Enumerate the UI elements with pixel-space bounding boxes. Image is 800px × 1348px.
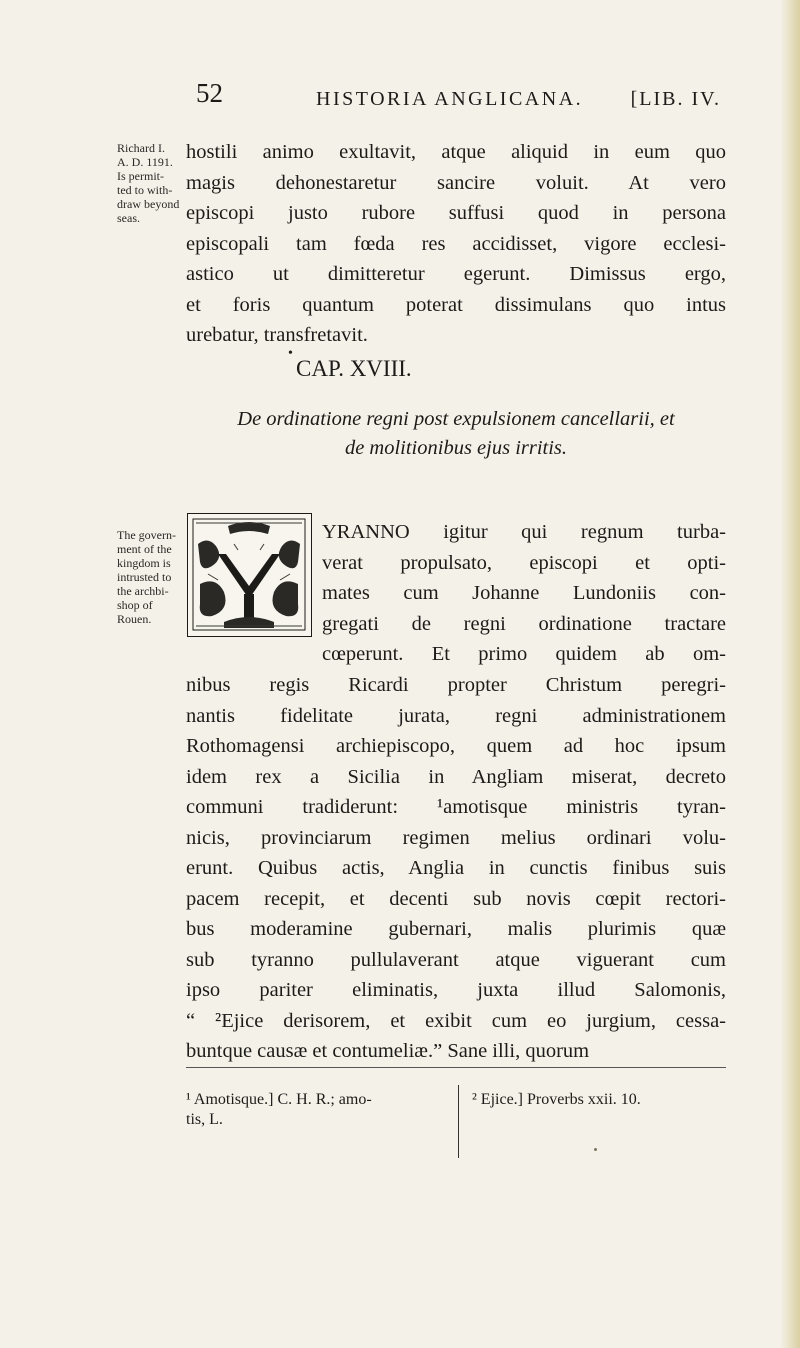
footnote-line: ¹ Amotisque.] C. H. R.; amo- <box>186 1091 372 1108</box>
margin-line: ment of the <box>117 542 172 556</box>
dropcap-paragraph <box>322 517 726 670</box>
margin-line: draw beyond <box>117 197 180 211</box>
text-line: et foris quantum poterat dissimulans quo intus <box>186 293 726 316</box>
ink-mark-icon: • <box>288 346 293 361</box>
text-line: pacem recepit, et decenti sub novis cœpit rectori- <box>186 887 726 910</box>
text-line: ipso pariter eliminatis, juxta illud Salomonis, <box>186 979 726 1001</box>
footnote-line: ² Ejice.] Proverbs xxii. 10. <box>472 1091 641 1108</box>
text-line: magis dehonestaretur sancire voluit. At vero <box>186 171 726 194</box>
text-line: urebatur, transfretavit. <box>186 324 368 346</box>
text-line: Rothomagensi archiepiscopo, quem ad hoc ipsum <box>186 735 726 757</box>
margin-line: ted to with- <box>117 183 173 197</box>
decorative-initial-icon <box>187 513 312 637</box>
chapter-number <box>288 346 556 382</box>
margin-line: intrusted to <box>117 570 172 584</box>
running-title: HISTORIA ANGLICANA. <box>316 88 584 110</box>
margin-line: Richard I. <box>117 141 165 155</box>
book-label: [LIB. IV. <box>630 88 721 110</box>
text-line: nicis, provinciarum regimen melius ordinari volu- <box>186 826 726 849</box>
text-line: “ ²Ejice derisorem, et exibit cum eo jurgium, cessa- <box>186 1009 726 1032</box>
margin-line: Is permit- <box>117 169 164 183</box>
margin-line: shop of <box>117 598 153 612</box>
text-line: nibus regis Ricardi propter Christum peregri- <box>186 674 726 696</box>
footnote-line: tis, L. <box>186 1111 223 1128</box>
margin-line: seas. <box>117 211 140 225</box>
text-line: YRANNO igitur qui regnum turba- <box>322 521 726 543</box>
chapter-title-line: De ordinatione regni post expulsionem cancellarii, et <box>237 408 675 430</box>
running-head <box>196 80 721 114</box>
text-line: erunt. Quibus actis, Anglia in cunctis finibus suis <box>186 857 726 879</box>
paragraph-2 <box>186 670 726 1067</box>
text-line: bus moderamine gubernari, malis plurimis quæ <box>186 918 726 940</box>
page-number: 52 <box>196 78 223 108</box>
text-line: sub tyranno pullulaverant atque viguerant cum <box>186 948 726 971</box>
text-line: verat propulsato, episcopi et opti- <box>322 551 726 574</box>
text-line: mates cum Johanne Lundoniis con- <box>322 582 726 604</box>
text-line: gregati de regni ordinatione tractare <box>322 612 726 635</box>
footnote-rule <box>186 1067 726 1068</box>
chapter-title <box>186 405 726 463</box>
page-edge <box>780 0 800 1348</box>
margin-line: the archbi- <box>117 584 169 598</box>
paper-speck <box>594 1148 597 1151</box>
text-line: cœperunt. Et primo quidem ab om- <box>322 643 726 665</box>
margin-line: Rouen. <box>117 612 152 626</box>
text-line: episcopali tam fœda res accidisset, vigore ecclesi- <box>186 232 726 255</box>
text-line: idem rex a Sicilia in Angliam miserat, decreto <box>186 765 726 788</box>
chapter-number-text: CAP. XVIII. <box>296 356 412 381</box>
paragraph-1 <box>186 137 726 351</box>
footnote-1 <box>186 1090 448 1130</box>
text-line: communi tradiderunt: ¹amotisque ministris tyran- <box>186 796 726 818</box>
text-line: nantis fidelitate jurata, regni administrationem <box>186 704 726 727</box>
chapter-title-line: de molitionibus ejus irritis. <box>344 437 568 459</box>
text-line: buntque causæ et contumeliæ.” Sane illi, quorum <box>186 1040 590 1062</box>
text-line: episcopi justo rubore suffusi quod in persona <box>186 202 726 224</box>
margin-line: The govern- <box>117 528 176 542</box>
ornament-icon <box>188 514 310 635</box>
margin-line: A. D. 1191. <box>117 155 173 169</box>
text-line: hostili animo exultavit, atque aliquid in eum quo <box>186 141 726 163</box>
text-line: astico ut dimitteretur egerunt. Dimissus ergo, <box>186 263 726 285</box>
footnote-2 <box>472 1090 732 1110</box>
footnote-divider <box>458 1085 459 1158</box>
margin-line: kingdom is <box>117 556 171 570</box>
